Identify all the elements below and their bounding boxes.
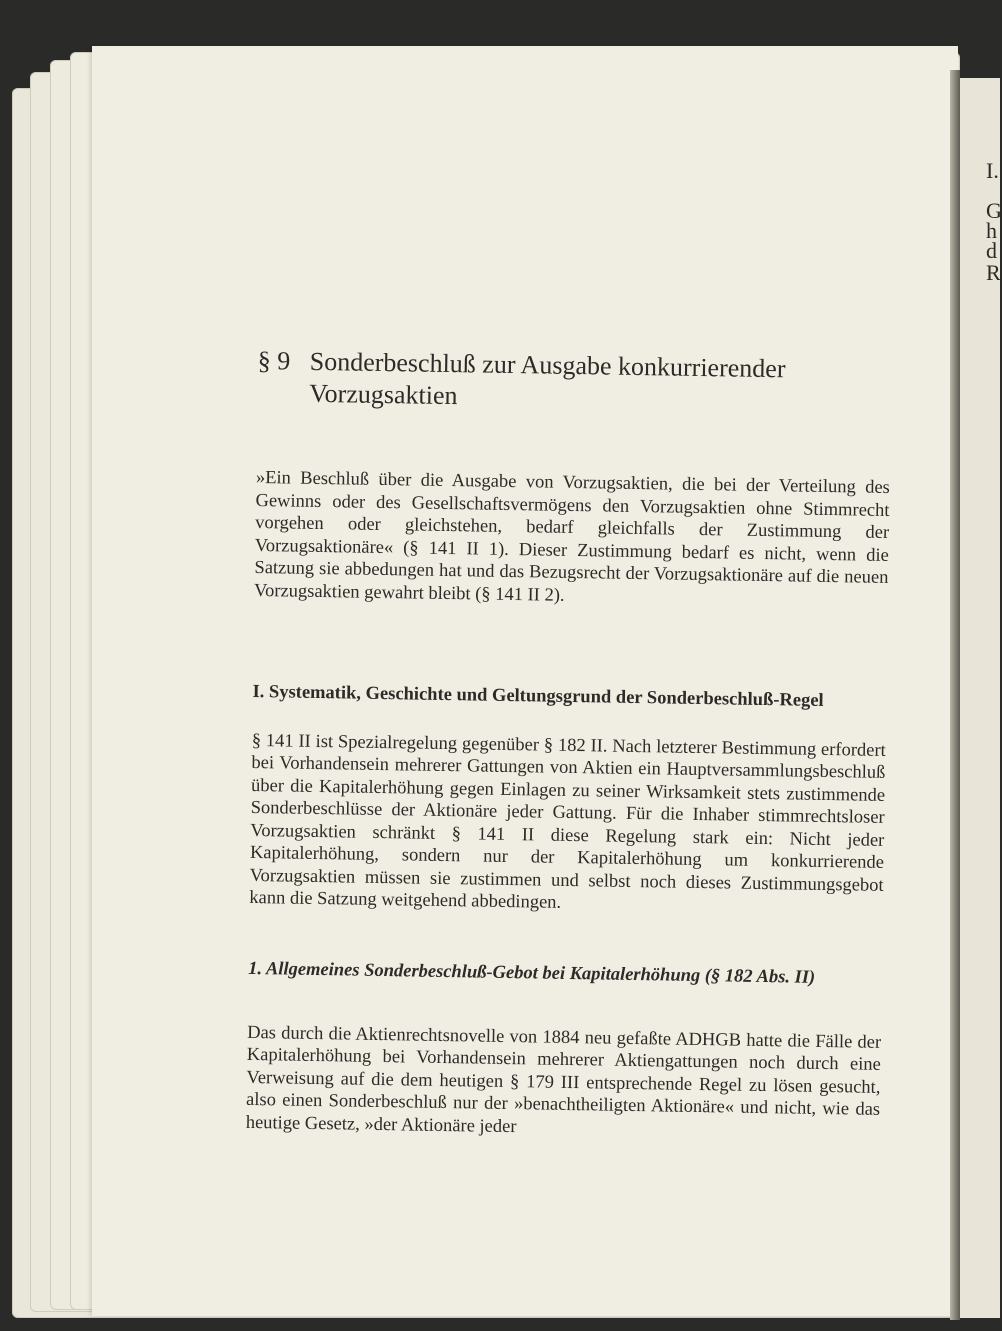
facing-page-fragment: R (986, 260, 1001, 285)
facing-page-fragment: G (986, 198, 1002, 223)
section-paragraph: § 141 II ist Spezialregelung gegenüber § 182 II. Nach letzterer Bestimmung erfordert bei Vorhandensein mehrerer Gattungen von Aktien ein Hauptversammlungsbeschluß über die Kapitalerhöhung gegen Einlagen zu seiner Wirksamkeit stets zustimmende Sonderbeschlüsse der Aktionäre jeder Gattung. Für die Inhaber stimmrechtsloser Vorzugsaktien schränkt § 141 II diese Regelung stark ein: Nicht jeder Kapitalerhöhung, sondern nur der Kapitalerhöhung um konkurrierende Vorzugsaktien müssen sie zustimmen und selbst noch dieses Zustimmungsgebot kann die Satzung weitgehend abbedingen. (249, 730, 886, 913)
subsection-paragraph: Das durch die Aktienrechtsnovelle von 1884 neu gefaßte ADHGB hatte die Fälle der Kapitalerhöhung bei Vorhandensein mehrerer Aktiengattungen noch durch eine Verweisung auf die dem heutigen § 179 III entsprechende Regel zu lösen gesucht, also einen Sonderbeschluß nur der »benachtheiligten Aktionäre« und nicht, wie das heutige Gesetz, »der Aktionäre jeder (245, 1022, 882, 1137)
facing-page (960, 78, 1000, 1318)
facing-page-fragment: d (986, 238, 997, 263)
chapter-title-line2: Vorzugsaktien (309, 378, 458, 411)
chapter-title (257, 345, 892, 419)
subsection-heading: 1. Allgemeines Sonderbeschluß-Gebot bei Kapitalerhöhung (§ 182 Abs. II) (248, 958, 816, 988)
section-heading: I. Systematik, Geschichte und Geltungsgrund der Sonderbeschluß-Regel (252, 681, 824, 711)
chapter-number: § 9 (257, 345, 291, 376)
chapter-title-line1: Sonderbeschluß zur Ausgabe konkurrierender (309, 346, 786, 384)
facing-page-fragment: h (986, 218, 997, 243)
book-gutter (950, 70, 960, 1320)
facing-page-fragment: I. (986, 158, 999, 183)
statute-quote: »Ein Beschluß über die Ausgabe von Vorzugsaktien, die bei der Verteilung des Gewinns oder des Gesellschaftsvermögens den Vorzugsaktien ohne Stimmrecht vorgehen oder gleichstehen, bedarf gleichfalls der Zustimmung der Vorzugsaktionäre« (§ 141 II 1). Dieser Zustimmung bedarf es nicht, wenn die Satzung sie abbedungen hat und das Bezugsrecht der Vorzugsaktionäre auf die neuen Vorzugsaktien gewahrt bleibt (§ 141 II 2). (253, 467, 890, 606)
page-content (246, 345, 892, 1144)
